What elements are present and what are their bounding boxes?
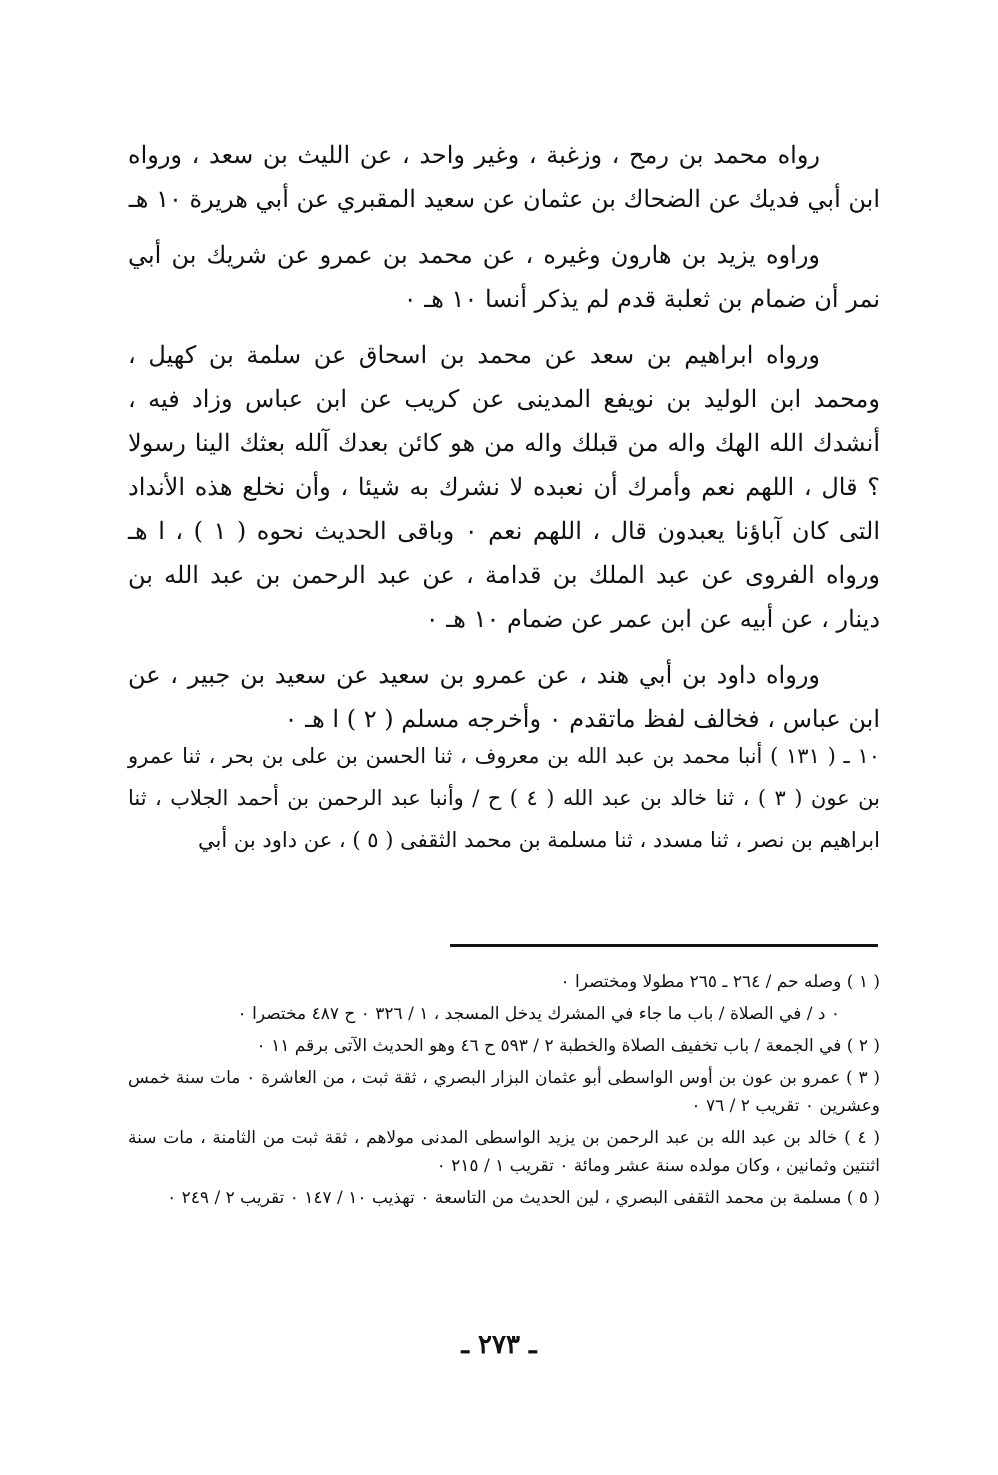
hadith-chain: ١٠ ـ ( ١٣١ ) أنبا محمد بن عبد الله بن معروف ، ثنا الحسن بن على بن بحر ، ثنا عمرو بن عون ( ٣ ) ، ثنا خالد بن عبد الله ( ٤ ) ح / وأنبا عبد الرحمن بن أحمد الجلاب ، ثنا ابراهيم بن نصر ، ثنا مسدد ، ثنا مسلمة بن محمد الثقفى ( ٥ ) ، عن داود بن أبي bbox=[128, 744, 881, 852]
footnotes bbox=[128, 968, 880, 1216]
footnote-divider bbox=[450, 944, 878, 947]
page-number: ـ ٢٧٣ ـ bbox=[461, 1330, 537, 1360]
footnote: ( ١ ) وصله حم / ٢٦٤ ـ ٢٦٥ مطولا ومختصرا ٠ bbox=[560, 972, 880, 992]
footnote: ٠ د / في الصلاة / باب ما جاء في المشرك يدخل المسجد ، ١ / ٣٢٦ ٠ ح ٤٨٧ مختصرا ٠ bbox=[237, 1004, 840, 1024]
footnote: ( ٢ ) في الجمعة / باب تخفيف الصلاة والخطبة ٢ / ٥٩٣ ح ٤٦ وهو الحديث الآتى برقم ١١ ٠ bbox=[256, 1036, 880, 1056]
footnote: ( ٥ ) مسلمة بن محمد الثقفى البصري ، لين الحديث من التاسعة ٠ تهذيب ١٠ / ١٤٧ ٠ تقريب ٢ / ٢٤٩ ٠ bbox=[167, 1188, 880, 1208]
paragraph: ورواه ابراهيم بن سعد عن محمد بن اسحاق عن سلمة بن كهيل ، ومحمد ابن الوليد بن نويفع المدينى عن كريب عن ابن عباس وزاد فيه ، أنشدك الله الهك واله من قبلك واله من هو كائن بعدك آلله بعثك الينا رسولا ؟ قال ، اللهم نعم وأمرك أن نعبده لا نشرك به شيئا ، وأن نخلع هذه الأنداد التى كان آباؤنا يعبدون قال ، اللهم نعم ٠ وباقى الحديث نحوه ( ١ ) ، ا هـ ورواه الفروى عن عبد الملك بن قدامة ، عن عبد الرحمن بن عبد الله بن دينار ، عن أبيه عن ابن عمر عن ضمام ١٠ هـ ٠ bbox=[128, 341, 881, 633]
paragraph: وراوه يزيد بن هارون وغيره ، عن محمد بن عمرو عن شريك بن أبي نمر أن ضمام بن ثعلبة قدم لم يذكر أنسا ١٠ هـ ٠ bbox=[128, 241, 880, 313]
paragraph: ورواه داود بن أبي هند ، عن عمرو بن سعيد عن سعيد بن جبير ، عن ابن عباس ، فخالف لفظ ماتقدم ٠ وأخرجه مسلم ( ٢ ) ا هـ ٠ bbox=[128, 661, 880, 733]
footnote: ( ٤ ) خالد بن عبد الله بن عبد الرحمن بن يزيد الواسطى المدنى مولاهم ، ثقة ثبت من الثامنة ، مات سنة اثنتين وثمانين ، وكان مولده سنة عشر ومائة ٠ تقريب ١ / ٢١٥ ٠ bbox=[128, 1128, 880, 1176]
paragraph: رواه محمد بن رمح ، وزغبة ، وغير واحد ، عن الليث بن سعد ، ورواه ابن أبي فديك عن الضحاك بن عثمان عن سعيد المقبري عن أبي هريرة ١٠ هـ bbox=[128, 141, 880, 213]
main-text bbox=[128, 133, 880, 741]
hadith-text bbox=[128, 735, 880, 861]
footnote: ( ٣ ) عمرو بن عون بن أوس الواسطى أبو عثمان البزار البصري ، ثقة ثبت ، من العاشرة ٠ مات سنة خمس وعشرين ٠ تقريب ٢ / ٧٦ ٠ bbox=[128, 1068, 880, 1116]
